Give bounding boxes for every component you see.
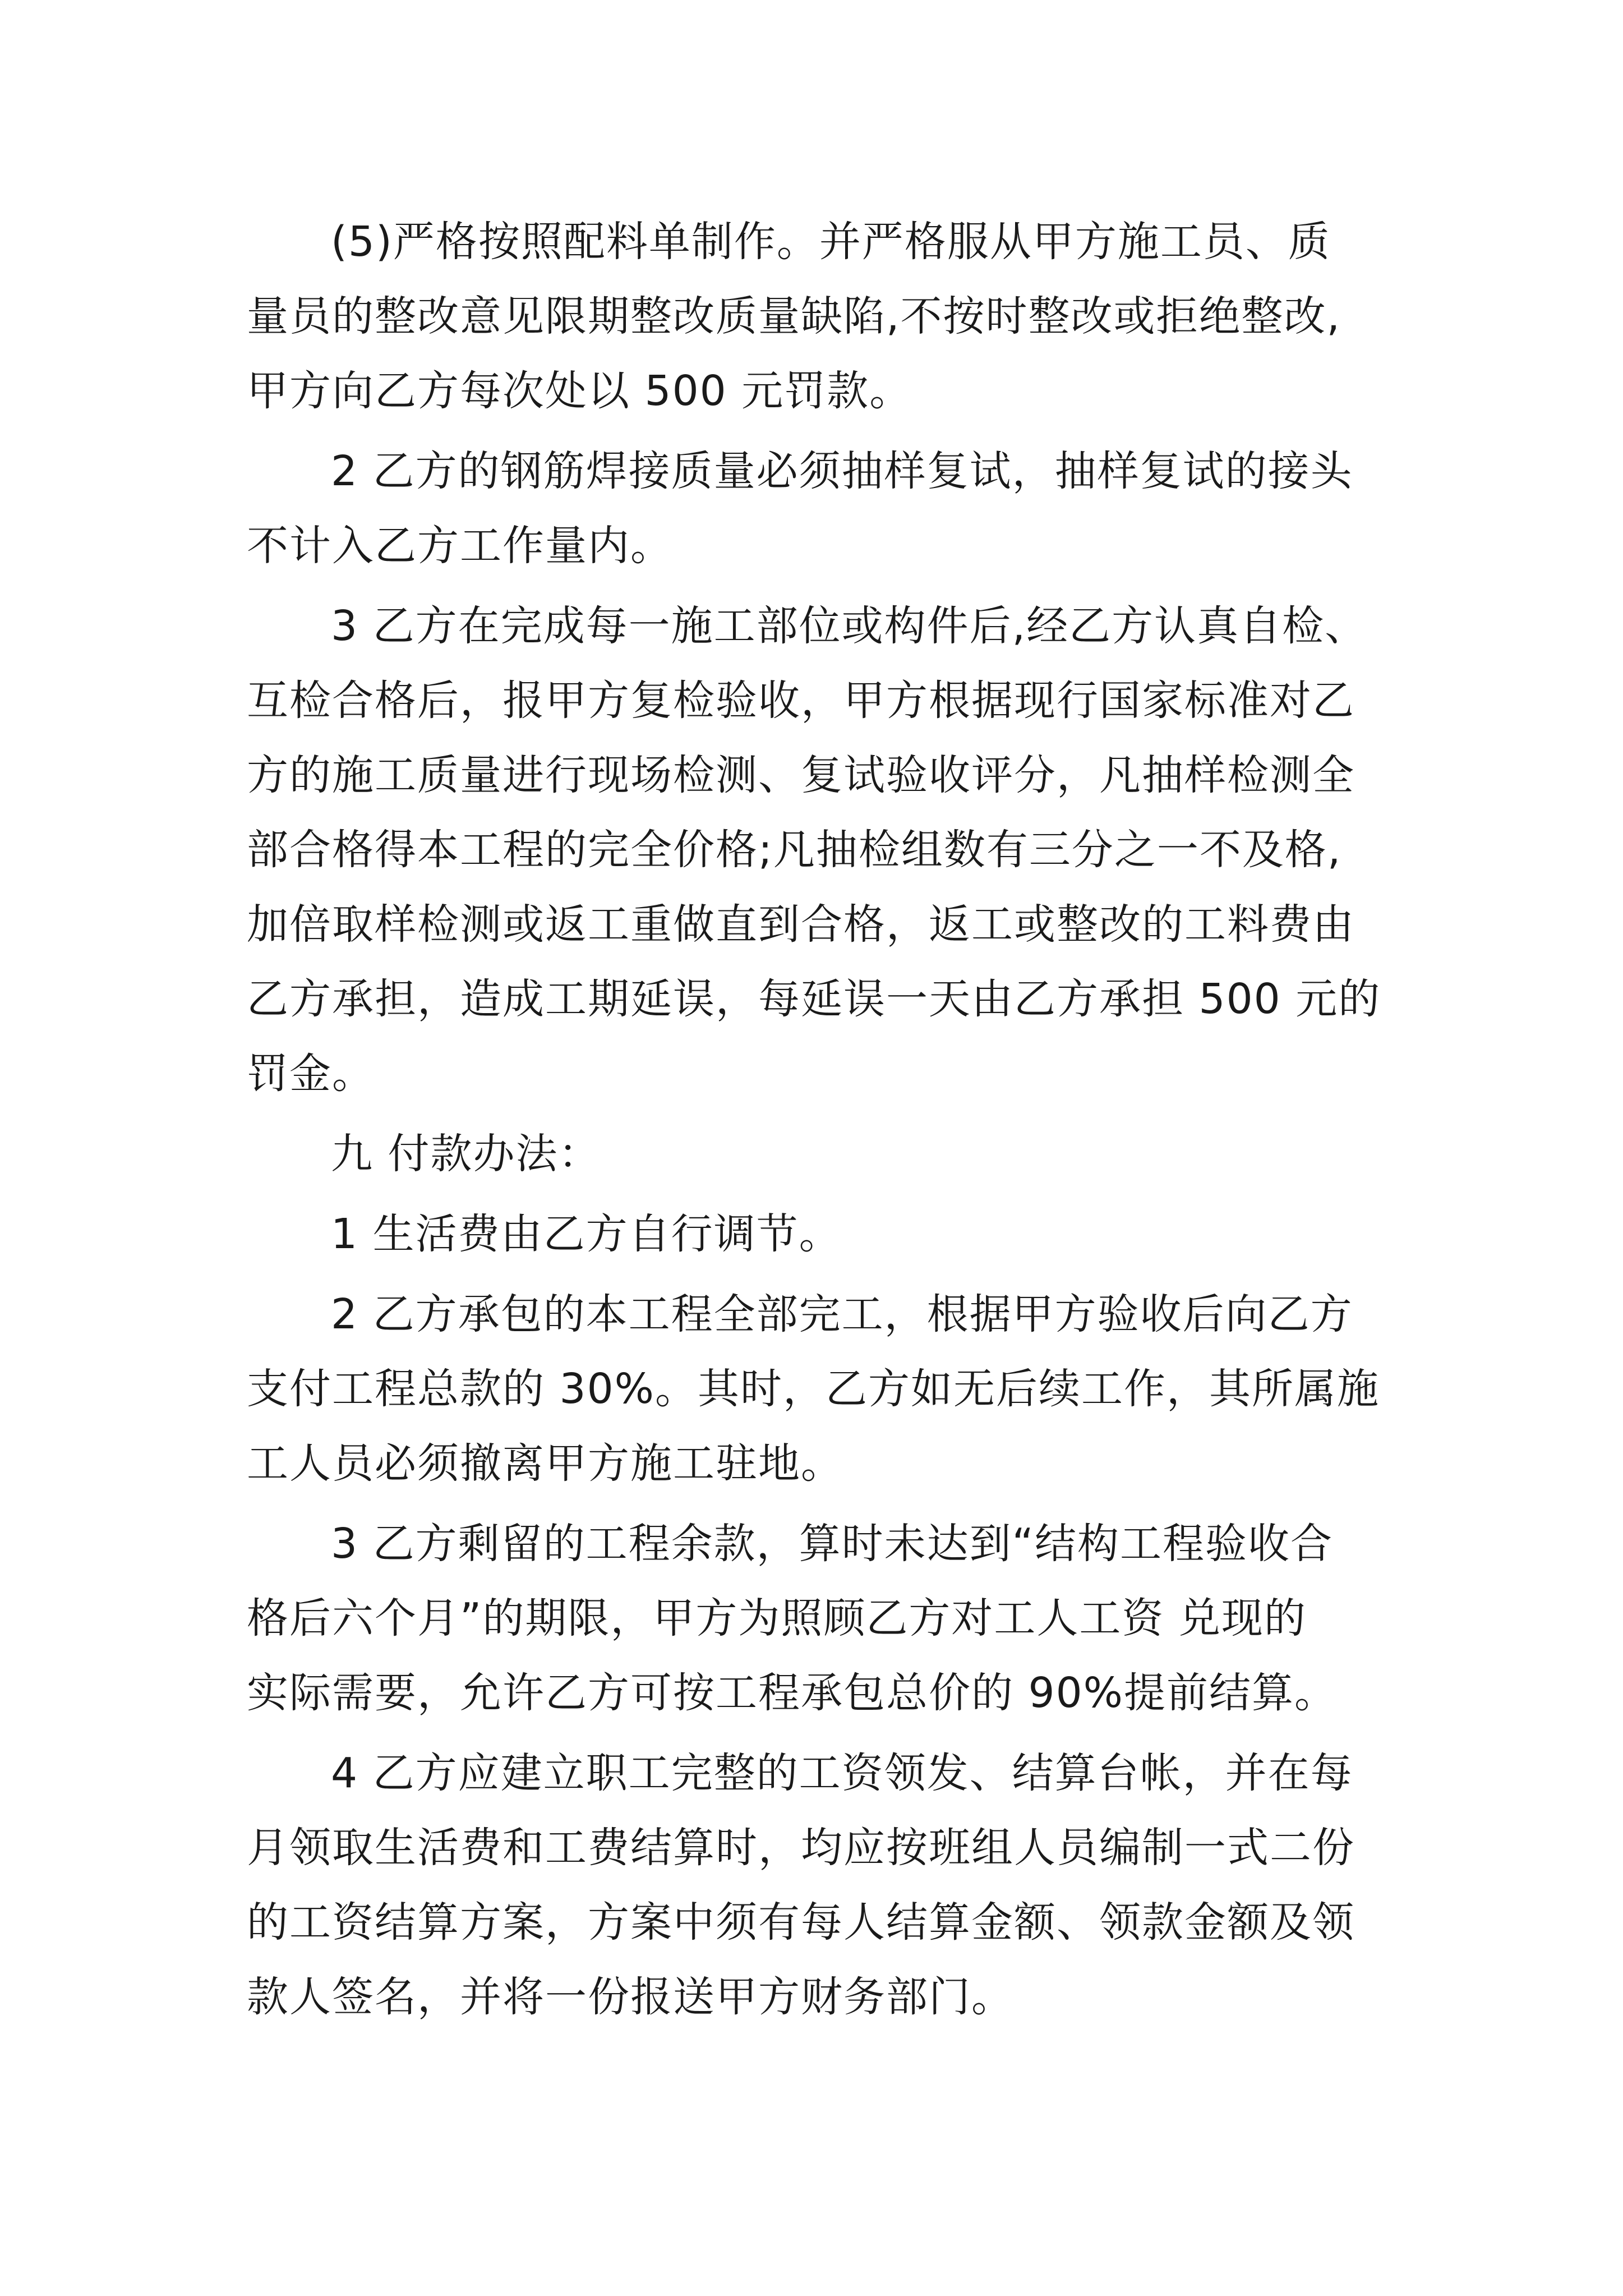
paragraph-line: 加倍取样检测或返工重做直到合格，返工或整改的工料费由: [247, 900, 1355, 949]
document-body: [247, 205, 1424, 2035]
paragraph-line: 部合格得本工程的完全价格;凡抽检组数有三分之一不及格,: [247, 826, 1342, 874]
paragraph-line: 2 乙方承包的本工程全部完工，根据甲方验收后向乙方: [331, 1290, 1353, 1338]
paragraph-line: 甲方向乙方每次处以 500 元罚款。: [247, 367, 912, 415]
paragraph-line: 乙方承担，造成工期延误，每延误一天由乙方承担 500 元的: [247, 975, 1381, 1023]
paragraph-line: 款人签名，并将一份报送甲方财务部门。: [247, 1973, 1014, 2021]
paragraph-line: 1 生活费由乙方自行调节。: [331, 1210, 842, 1258]
paragraph-line: 3 乙方在完成每一施工部位或构件后,经乙方认真自检、: [331, 602, 1368, 650]
paragraph-line: 月领取生活费和工费结算时，均应按班组人员编制一式二份: [247, 1824, 1355, 1872]
paragraph-line: 4 乙方应建立职工完整的工资领发、结算台帐，并在每: [331, 1749, 1353, 1797]
paragraph-line: 方的施工质量进行现场检测、复试验收评分，凡抽样检测全: [247, 751, 1355, 799]
paragraph-line: 量员的整改意见限期整改质量缺陷,不按时整改或拒绝整改,: [247, 292, 1341, 341]
paragraph-line: 2 乙方的钢筋焊接质量必须抽样复试，抽样复试的接头: [331, 447, 1353, 495]
section-heading: 九 付款办法：: [331, 1130, 601, 1178]
paragraph-line: 不计入乙方工作量内。: [247, 522, 673, 570]
paragraph-line: 支付工程总款的 30%。其时，乙方如无后续工作，其所属施: [247, 1365, 1380, 1413]
paragraph-line: 工人员必须撤离甲方施工驻地。: [247, 1439, 843, 1488]
paragraph-line: 实际需要，允许乙方可按工程承包总价的 90%提前结算。: [247, 1669, 1337, 1717]
paragraph-line: (5)严格按照配料单制作。并严格服从甲方施工员、质: [331, 218, 1331, 266]
paragraph-line: 的工资结算方案，方案中须有每人结算金额、领款金额及领: [247, 1898, 1355, 1947]
paragraph-line: 互检合格后，报甲方复检验收，甲方根据现行国家标准对乙: [247, 677, 1355, 725]
paragraph-line: 3 乙方剩留的工程余款，算时未达到“结构工程验收合: [331, 1520, 1333, 1568]
paragraph-line: 格后六个月”的期限，甲方为照顾乙方对工人工资 兑现的: [247, 1594, 1307, 1642]
paragraph-line: 罚金。: [247, 1050, 375, 1098]
